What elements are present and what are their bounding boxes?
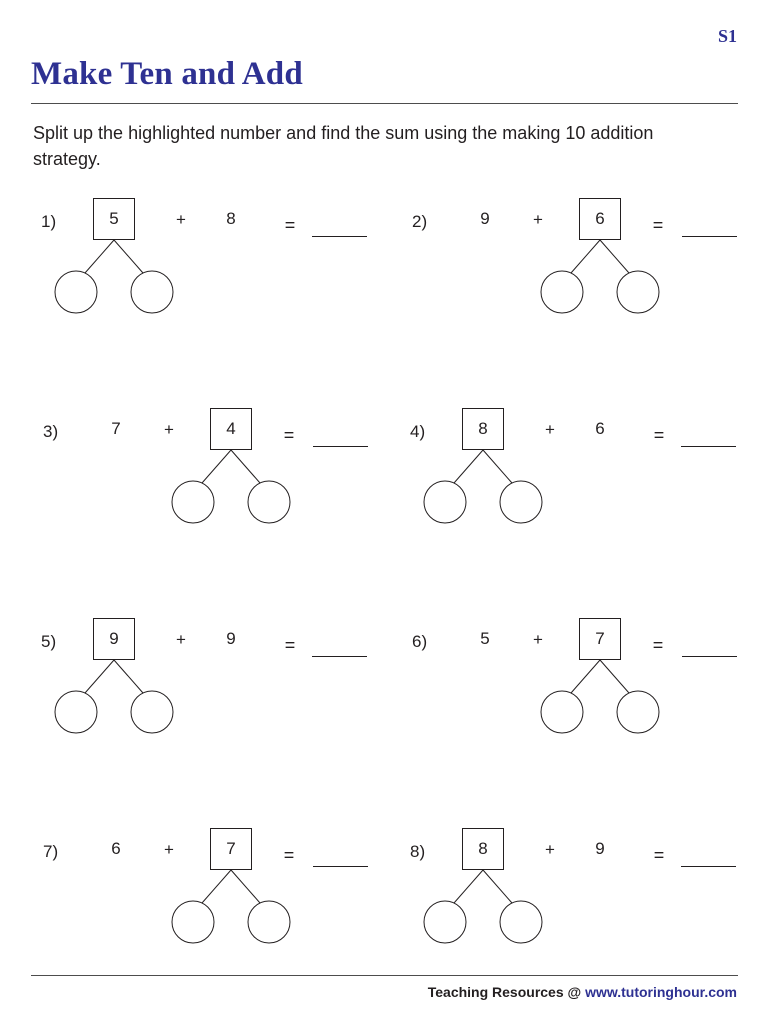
answer-blank[interactable]: [312, 236, 367, 237]
bond-part-circle-left[interactable]: [172, 481, 214, 523]
answer-blank[interactable]: [682, 236, 737, 237]
problem-number: 5): [41, 632, 57, 651]
bond-part-circle-right[interactable]: [500, 481, 542, 523]
bond-branch-right: [600, 660, 629, 693]
equals-sign: =: [284, 635, 296, 655]
footer: [428, 984, 737, 1000]
footer-link[interactable]: www.tutoringhour.com: [585, 984, 737, 1000]
highlighted-addend: 7: [210, 828, 252, 870]
answer-blank[interactable]: [682, 656, 737, 657]
answer-blank[interactable]: [681, 446, 736, 447]
equals-sign: =: [653, 425, 665, 445]
bond-part-circle-left[interactable]: [55, 691, 97, 733]
bond-branch-left: [202, 450, 231, 483]
footer-prefix: Teaching Resources @: [427, 984, 586, 1000]
bond-branch-right: [231, 870, 260, 903]
bond-part-circle-right[interactable]: [131, 691, 173, 733]
bond-part-circle-left[interactable]: [541, 691, 583, 733]
bond-branch-right: [483, 870, 512, 903]
plus-sign: +: [176, 630, 186, 649]
bond-branch-right: [231, 450, 260, 483]
bond-part-circle-right[interactable]: [248, 901, 290, 943]
bond-part-circle-left[interactable]: [424, 481, 466, 523]
problem-number: 4): [410, 422, 426, 441]
plus-sign: +: [176, 210, 186, 229]
bond-part-circle-right[interactable]: [248, 481, 290, 523]
plus-sign: +: [533, 630, 543, 649]
number-bond: [535, 240, 665, 320]
problem-number: 3): [43, 422, 59, 441]
highlighted-addend: 4: [210, 408, 252, 450]
addend: 7: [111, 419, 121, 438]
footer-divider: [31, 975, 738, 976]
answer-blank[interactable]: [312, 656, 367, 657]
equals-sign: =: [653, 845, 665, 865]
addend: 6: [595, 419, 605, 438]
highlighted-addend: 7: [579, 618, 621, 660]
addend: 9: [226, 629, 236, 648]
bond-branch-left: [202, 870, 231, 903]
plus-sign: +: [545, 420, 555, 439]
highlighted-addend: 9: [93, 618, 135, 660]
number-bond: [535, 660, 665, 740]
bond-part-circle-right[interactable]: [500, 901, 542, 943]
answer-blank[interactable]: [313, 866, 368, 867]
bond-part-circle-right[interactable]: [617, 691, 659, 733]
bond-branch-left: [454, 870, 483, 903]
number-bond: [418, 450, 548, 530]
bond-branch-right: [114, 660, 143, 693]
bond-branch-left: [571, 660, 600, 693]
page-title: Make Ten and Add: [31, 56, 303, 92]
addend: 9: [480, 209, 490, 228]
bond-part-circle-left[interactable]: [172, 901, 214, 943]
problem-number: 8): [410, 842, 426, 861]
problem-number: 7): [43, 842, 59, 861]
highlighted-addend: 8: [462, 828, 504, 870]
bond-branch-left: [85, 660, 114, 693]
bond-branch-left: [571, 240, 600, 273]
addend: 9: [595, 839, 605, 858]
number-bond: [166, 450, 296, 530]
bond-part-circle-right[interactable]: [131, 271, 173, 313]
problem-number: 1): [41, 212, 57, 231]
header-divider: [31, 103, 738, 104]
bond-branch-right: [114, 240, 143, 273]
bond-part-circle-left[interactable]: [424, 901, 466, 943]
worksheet-code: S1: [717, 26, 737, 46]
equals-sign: =: [283, 425, 295, 445]
plus-sign: +: [164, 420, 174, 439]
problem-number: 6): [412, 632, 428, 651]
problem-number: 2): [412, 212, 428, 231]
number-bond: [166, 870, 296, 950]
number-bond: [418, 870, 548, 950]
highlighted-addend: 6: [579, 198, 621, 240]
number-bond: [49, 240, 179, 320]
instructions-text: Split up the highlighted number and find the sum using the making 10 addition strategy.: [33, 123, 654, 169]
answer-blank[interactable]: [681, 866, 736, 867]
equals-sign: =: [652, 215, 664, 235]
answer-blank[interactable]: [313, 446, 368, 447]
number-bond: [49, 660, 179, 740]
equals-sign: =: [652, 635, 664, 655]
bond-part-circle-left[interactable]: [541, 271, 583, 313]
bond-part-circle-right[interactable]: [617, 271, 659, 313]
bond-branch-right: [483, 450, 512, 483]
equals-sign: =: [284, 215, 296, 235]
highlighted-addend: 5: [93, 198, 135, 240]
equals-sign: =: [283, 845, 295, 865]
highlighted-addend: 8: [462, 408, 504, 450]
addend: 6: [111, 839, 121, 858]
addend: 8: [226, 209, 236, 228]
bond-branch-right: [600, 240, 629, 273]
bond-branch-left: [454, 450, 483, 483]
bond-part-circle-left[interactable]: [55, 271, 97, 313]
plus-sign: +: [545, 840, 555, 859]
addend: 5: [480, 629, 490, 648]
plus-sign: +: [533, 210, 543, 229]
plus-sign: +: [164, 840, 174, 859]
bond-branch-left: [85, 240, 114, 273]
